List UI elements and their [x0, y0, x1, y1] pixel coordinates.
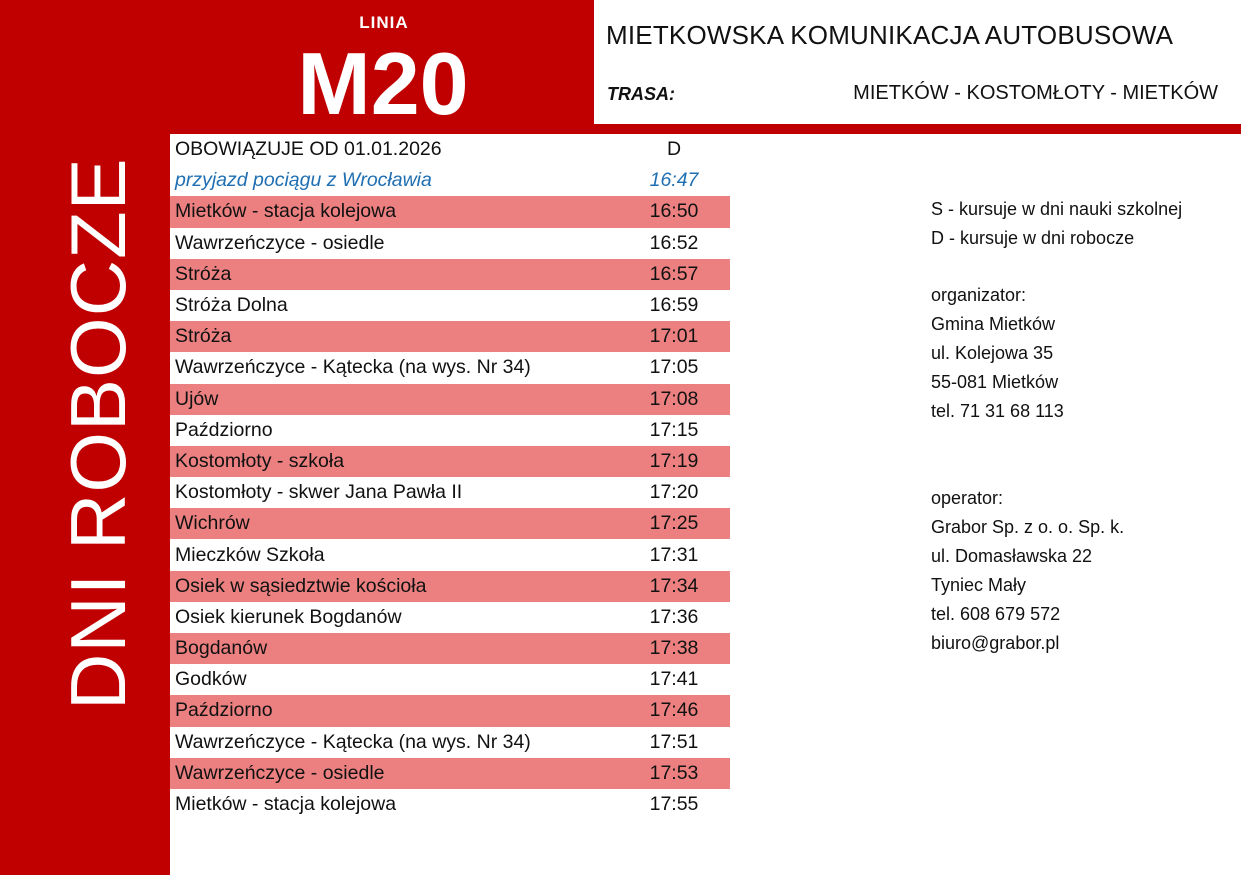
table-row [170, 539, 730, 570]
departure-time: 17:46 [649, 699, 699, 722]
operator-city: Tyniec Mały [931, 575, 1027, 595]
train-arrival-label: przyjazd pociągu z Wrocławia [175, 169, 432, 192]
table-row [170, 571, 730, 602]
departure-time: 16:57 [649, 262, 699, 285]
table-row [170, 259, 730, 290]
departure-time: 17:41 [649, 668, 699, 691]
departure-time: 17:36 [649, 605, 699, 628]
departure-time: 17:34 [649, 574, 699, 597]
line-label: LINIA [359, 13, 409, 32]
stop-name: Kostomłoty - szkoła [175, 449, 345, 472]
table-row [170, 477, 730, 508]
table-row [170, 758, 730, 789]
company-name: MIETKOWSKA KOMUNIKACJA AUTOBUSOWA [606, 20, 1174, 50]
route-value: MIETKÓW - KOSTOMŁOTY - MIETKÓW [853, 82, 1218, 104]
departure-time: 17:15 [649, 418, 699, 441]
table-row [170, 508, 730, 539]
departure-time: 17:38 [649, 637, 699, 660]
table-row [170, 384, 730, 415]
departure-time: 17:01 [649, 325, 699, 348]
operator-email: biuro@grabor.pl [931, 633, 1060, 653]
table-row [170, 415, 730, 446]
departure-time: 17:05 [649, 356, 699, 379]
legend-d: D - kursuje w dni robocze [931, 228, 1135, 248]
legend-s: S - kursuje w dni nauki szkolnej [931, 199, 1183, 219]
operator-name: Grabor Sp. z o. o. Sp. k. [931, 517, 1125, 537]
departure-time: 17:55 [649, 793, 699, 816]
table-row [170, 352, 730, 383]
stop-name: Wawrzeńczyce - Kątecka (na wys. Nr 34) [175, 356, 531, 379]
organizer-street: ul. Kolejowa 35 [931, 343, 1054, 363]
stop-name: Wawrzeńczyce - Kątecka (na wys. Nr 34) [175, 730, 531, 753]
table-row [170, 602, 730, 633]
stop-name: Mieczków Szkoła [175, 543, 325, 566]
table-row [170, 290, 730, 321]
stop-name: Wawrzeńczyce - osiedle [175, 231, 385, 254]
stop-name: Paździorno [175, 699, 273, 722]
stop-name: Ujów [175, 387, 219, 410]
stop-name: Wawrzeńczyce - osiedle [175, 761, 385, 784]
table-row [170, 321, 730, 352]
line-number: M20 [297, 34, 469, 133]
stop-list [170, 196, 730, 820]
organizer-city: 55-081 Mietków [931, 372, 1059, 392]
stop-name: Osiek kierunek Bogdanów [175, 605, 402, 628]
timetable [170, 134, 730, 820]
stop-name: Wichrów [175, 512, 250, 535]
departure-time: 16:50 [649, 200, 699, 223]
operator-info [931, 484, 1124, 658]
stop-name: Mietków - stacja kolejowa [175, 200, 397, 223]
valid-from: OBOWIĄZUJE OD 01.01.2026 [175, 138, 442, 161]
operator-phone: tel. 608 679 572 [931, 604, 1061, 624]
departure-time: 17:08 [649, 387, 699, 410]
departure-time: 17:20 [649, 481, 699, 504]
departure-time: 17:19 [649, 449, 699, 472]
table-row [170, 228, 730, 259]
day-type-title: DNI ROBOCZE [54, 157, 142, 710]
stop-name: Kostomłoty - skwer Jana Pawła II [175, 481, 463, 504]
legend [931, 195, 1182, 253]
stop-name: Stróża Dolna [175, 294, 288, 317]
departure-time: 17:31 [649, 543, 699, 566]
train-arrival-time: 16:47 [649, 169, 699, 192]
departure-time: 16:59 [649, 294, 699, 317]
train-arrival-row [170, 165, 730, 196]
organizer-phone: tel. 71 31 68 113 [931, 401, 1064, 421]
header-divider [594, 124, 1241, 134]
table-row [170, 196, 730, 227]
organizer-info [931, 281, 1064, 426]
departure-time: 17:53 [649, 761, 699, 784]
stop-name: Mietków - stacja kolejowa [175, 793, 397, 816]
stop-name: Godków [175, 668, 247, 691]
organizer-label: organizator: [931, 285, 1027, 305]
departure-time: 17:25 [649, 512, 699, 535]
departure-time: 17:51 [649, 730, 699, 753]
table-row [170, 727, 730, 758]
column-code: D [666, 138, 682, 161]
operator-label: operator: [931, 488, 1004, 508]
stop-name: Osiek w sąsiedztwie kościoła [175, 574, 427, 597]
table-row [170, 446, 730, 477]
operator-street: ul. Domasławska 22 [931, 546, 1093, 566]
table-row [170, 633, 730, 664]
stop-name: Bogdanów [175, 637, 268, 660]
stop-name: Paździorno [175, 418, 273, 441]
table-row [170, 789, 730, 820]
organizer-name: Gmina Mietków [931, 314, 1056, 334]
timetable-header-row [170, 134, 730, 165]
table-row [170, 664, 730, 695]
stop-name: Stróża [175, 262, 232, 285]
route-label: TRASA: [607, 84, 675, 104]
stop-name: Stróża [175, 325, 232, 348]
departure-time: 16:52 [649, 231, 699, 254]
table-row [170, 695, 730, 726]
